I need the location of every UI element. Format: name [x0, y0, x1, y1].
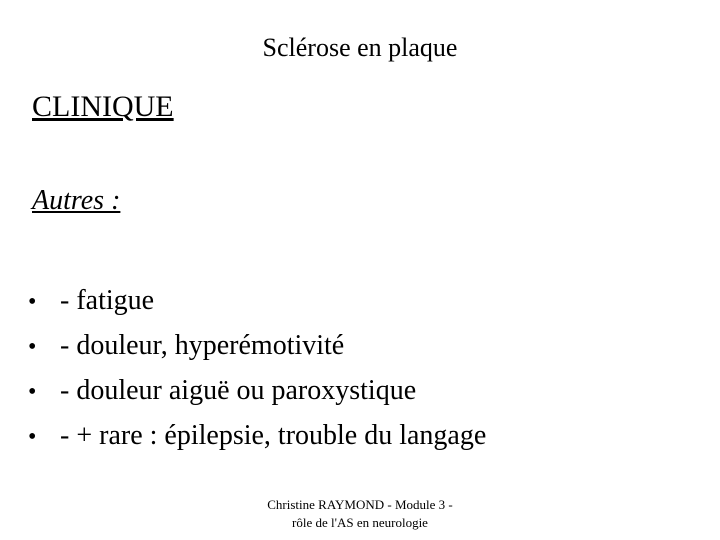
bullet-icon: •	[28, 289, 37, 315]
bullet-icon: •	[28, 424, 37, 450]
slide-title-text: Sclérose en plaque	[262, 33, 458, 62]
section-heading: CLINIQUE	[32, 90, 174, 123]
slide-title	[0, 34, 720, 63]
bullet-icon: •	[28, 379, 37, 405]
list-item-text: - douleur, hyperémotivité	[60, 330, 345, 361]
list-item-text: - douleur aiguë ou paroxystique	[60, 375, 417, 406]
list-item	[28, 278, 486, 323]
sub-heading: Autres :	[32, 185, 121, 216]
list-item	[28, 413, 486, 458]
bullet-list	[28, 278, 486, 458]
list-item	[28, 323, 486, 368]
list-item-text: - + rare : épilepsie, trouble du langage	[60, 420, 487, 451]
list-item-text: - fatigue	[60, 285, 155, 316]
footer	[210, 496, 510, 532]
list-item	[28, 368, 486, 413]
footer-line-2: rôle de l'AS en neurologie	[292, 515, 428, 530]
bullet-icon: •	[28, 334, 37, 360]
footer-line-1: Christine RAYMOND - Module 3 -	[267, 497, 453, 512]
